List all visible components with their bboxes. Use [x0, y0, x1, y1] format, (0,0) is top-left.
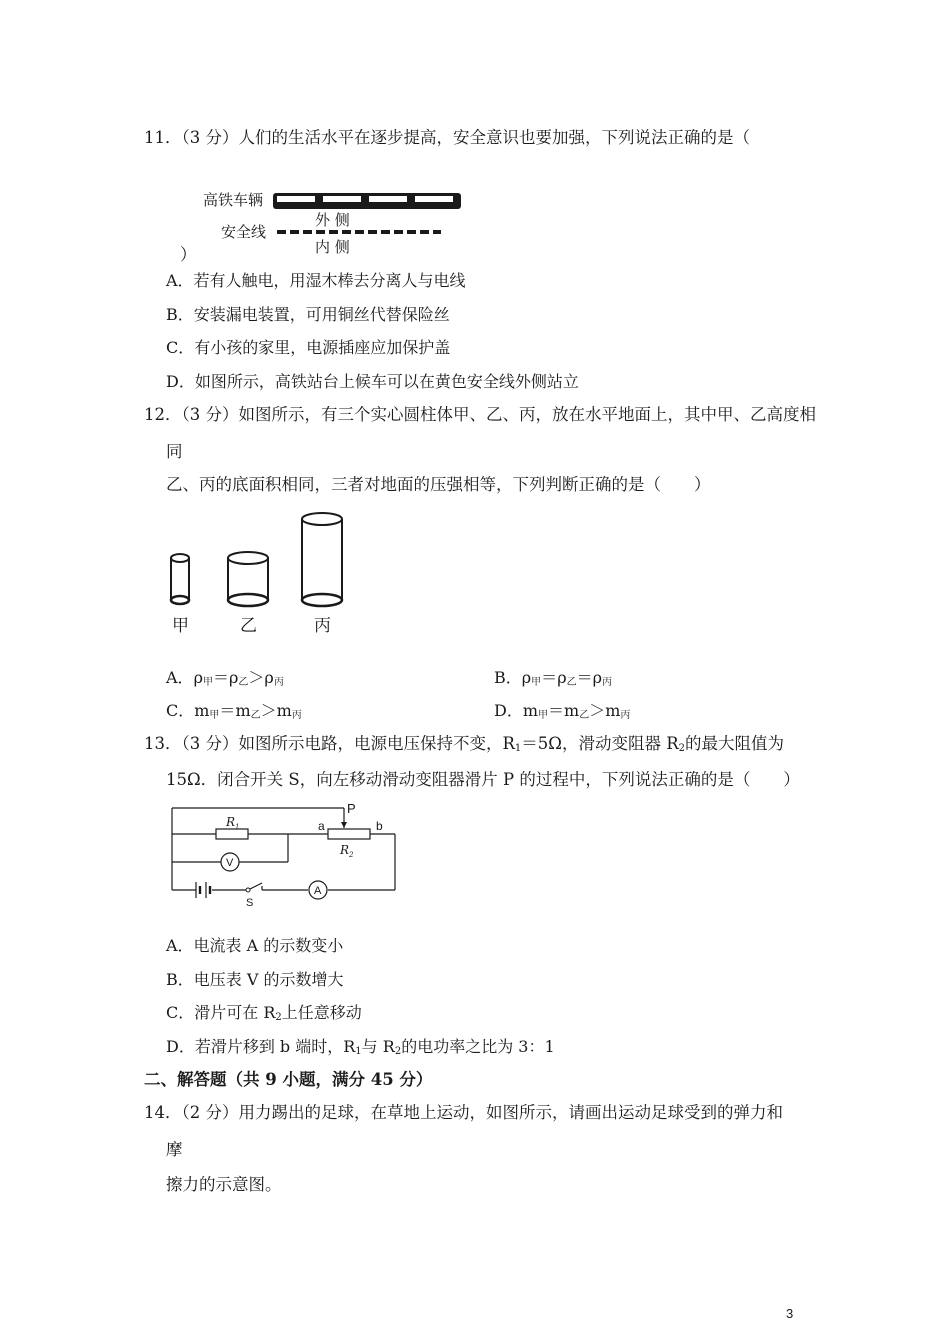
q11-option-d[interactable]: D．如图所示，高铁站台上候车可以在黄色安全线外侧站立 — [166, 372, 579, 391]
q12-stem-line1: 12．（3 分）如图所示，有三个实心圆柱体甲、乙、丙，放在水平地面上，其中甲、乙高度相 — [144, 405, 816, 424]
q13-option-d[interactable]: D．若滑片移到 b 端时，$R_1$与 $R_2$的电功率之比为 3：1 — [166, 1037, 555, 1057]
ammeter-icon — [309, 881, 327, 899]
resistor-r1 — [216, 829, 248, 839]
rheostat-r2 — [328, 829, 370, 839]
q12-stem-line3: 乙、丙的底面积相同，三者对地面的压强相等，下列判断正确的是（ ） — [166, 475, 711, 494]
q11-option-a[interactable]: A．若有人触电，用湿木棒去分离人与电线 — [166, 271, 466, 290]
inside-label: 内 侧 — [315, 238, 350, 256]
q13-circuit-figure — [168, 802, 400, 912]
cylinder-yi — [228, 552, 268, 606]
p-label: P — [347, 801, 356, 816]
q14-line3: 擦力的示意图。 — [166, 1175, 282, 1194]
s-label: S — [246, 897, 254, 909]
train-icon — [273, 193, 461, 209]
train-label: 高铁车辆 — [203, 191, 264, 209]
q13-stem-line1: 13．（3 分）如图所示电路，电源电压保持不变，$R_1=5\Omega$，滑动变阻器 $R_2$的最大阻值为 — [144, 734, 785, 754]
label-yi: 乙 — [240, 616, 257, 636]
cylinder-bing — [302, 513, 342, 606]
a-label: a — [318, 819, 325, 833]
svg-text:A: A — [314, 885, 322, 897]
q12-option-a[interactable]: A．$\rho_甲=\rho_乙>\rho_丙$ — [166, 668, 284, 688]
q11-option-c[interactable]: C．有小孩的家里，电源插座应加保护盖 — [166, 338, 451, 357]
q12-option-c[interactable]: C．$m_甲=m_乙>m_丙$ — [166, 701, 302, 721]
battery-icon — [196, 882, 212, 898]
q12-cylinders-figure — [160, 508, 360, 638]
label-bing: 丙 — [314, 616, 331, 636]
q12-option-d[interactable]: D．$m_甲=m_乙>m_丙$ — [494, 701, 631, 721]
q11-option-b[interactable]: B．安装漏电装置，可用铜丝代替保险丝 — [166, 305, 450, 324]
r1-label: $R_1$ — [226, 815, 240, 831]
q11-stem: 11．（3 分）人们的生活水平在逐步提高，安全意识也要加强，下列说法正确的是（ — [144, 128, 750, 147]
section-2-heading: 二、解答题（共 9 小题，满分 45 分） — [144, 1070, 433, 1089]
page-number: 3 — [786, 1306, 794, 1321]
cylinder-jia — [171, 554, 189, 604]
q13-option-a[interactable]: A．电流表 A 的示数变小 — [166, 936, 344, 955]
q13-option-b[interactable]: B．电压表 V 的示数增大 — [166, 970, 344, 989]
q11-platform-figure — [195, 185, 465, 260]
voltmeter-icon — [221, 853, 239, 871]
q14-line2: 摩 — [166, 1140, 183, 1159]
q12-stem-line2: 同 — [166, 442, 183, 461]
q14-line1: 14．（2 分）用力踢出的足球，在草地上运动，如图所示，请画出运动足球受到的弹力和 — [144, 1103, 783, 1122]
r2-label: $R_2$ — [340, 843, 354, 859]
q13-stem-line2: 15Ω．闭合开关 S，向左移动滑动变阻器滑片 P 的过程中，下列说法正确的是（ ） — [166, 770, 800, 789]
safety-line-label: 安全线 — [221, 223, 267, 241]
q12-option-b[interactable]: B．$\rho_甲=\rho_乙=\rho_丙$ — [494, 668, 613, 688]
q13-option-c[interactable]: C．滑片可在 $R_2$上任意移动 — [166, 1003, 362, 1023]
label-jia: 甲 — [172, 616, 189, 636]
b-label: b — [376, 819, 383, 833]
svg-text:V: V — [226, 857, 234, 869]
q11-close-paren: ） — [180, 245, 197, 264]
outside-label: 外 侧 — [315, 211, 350, 229]
